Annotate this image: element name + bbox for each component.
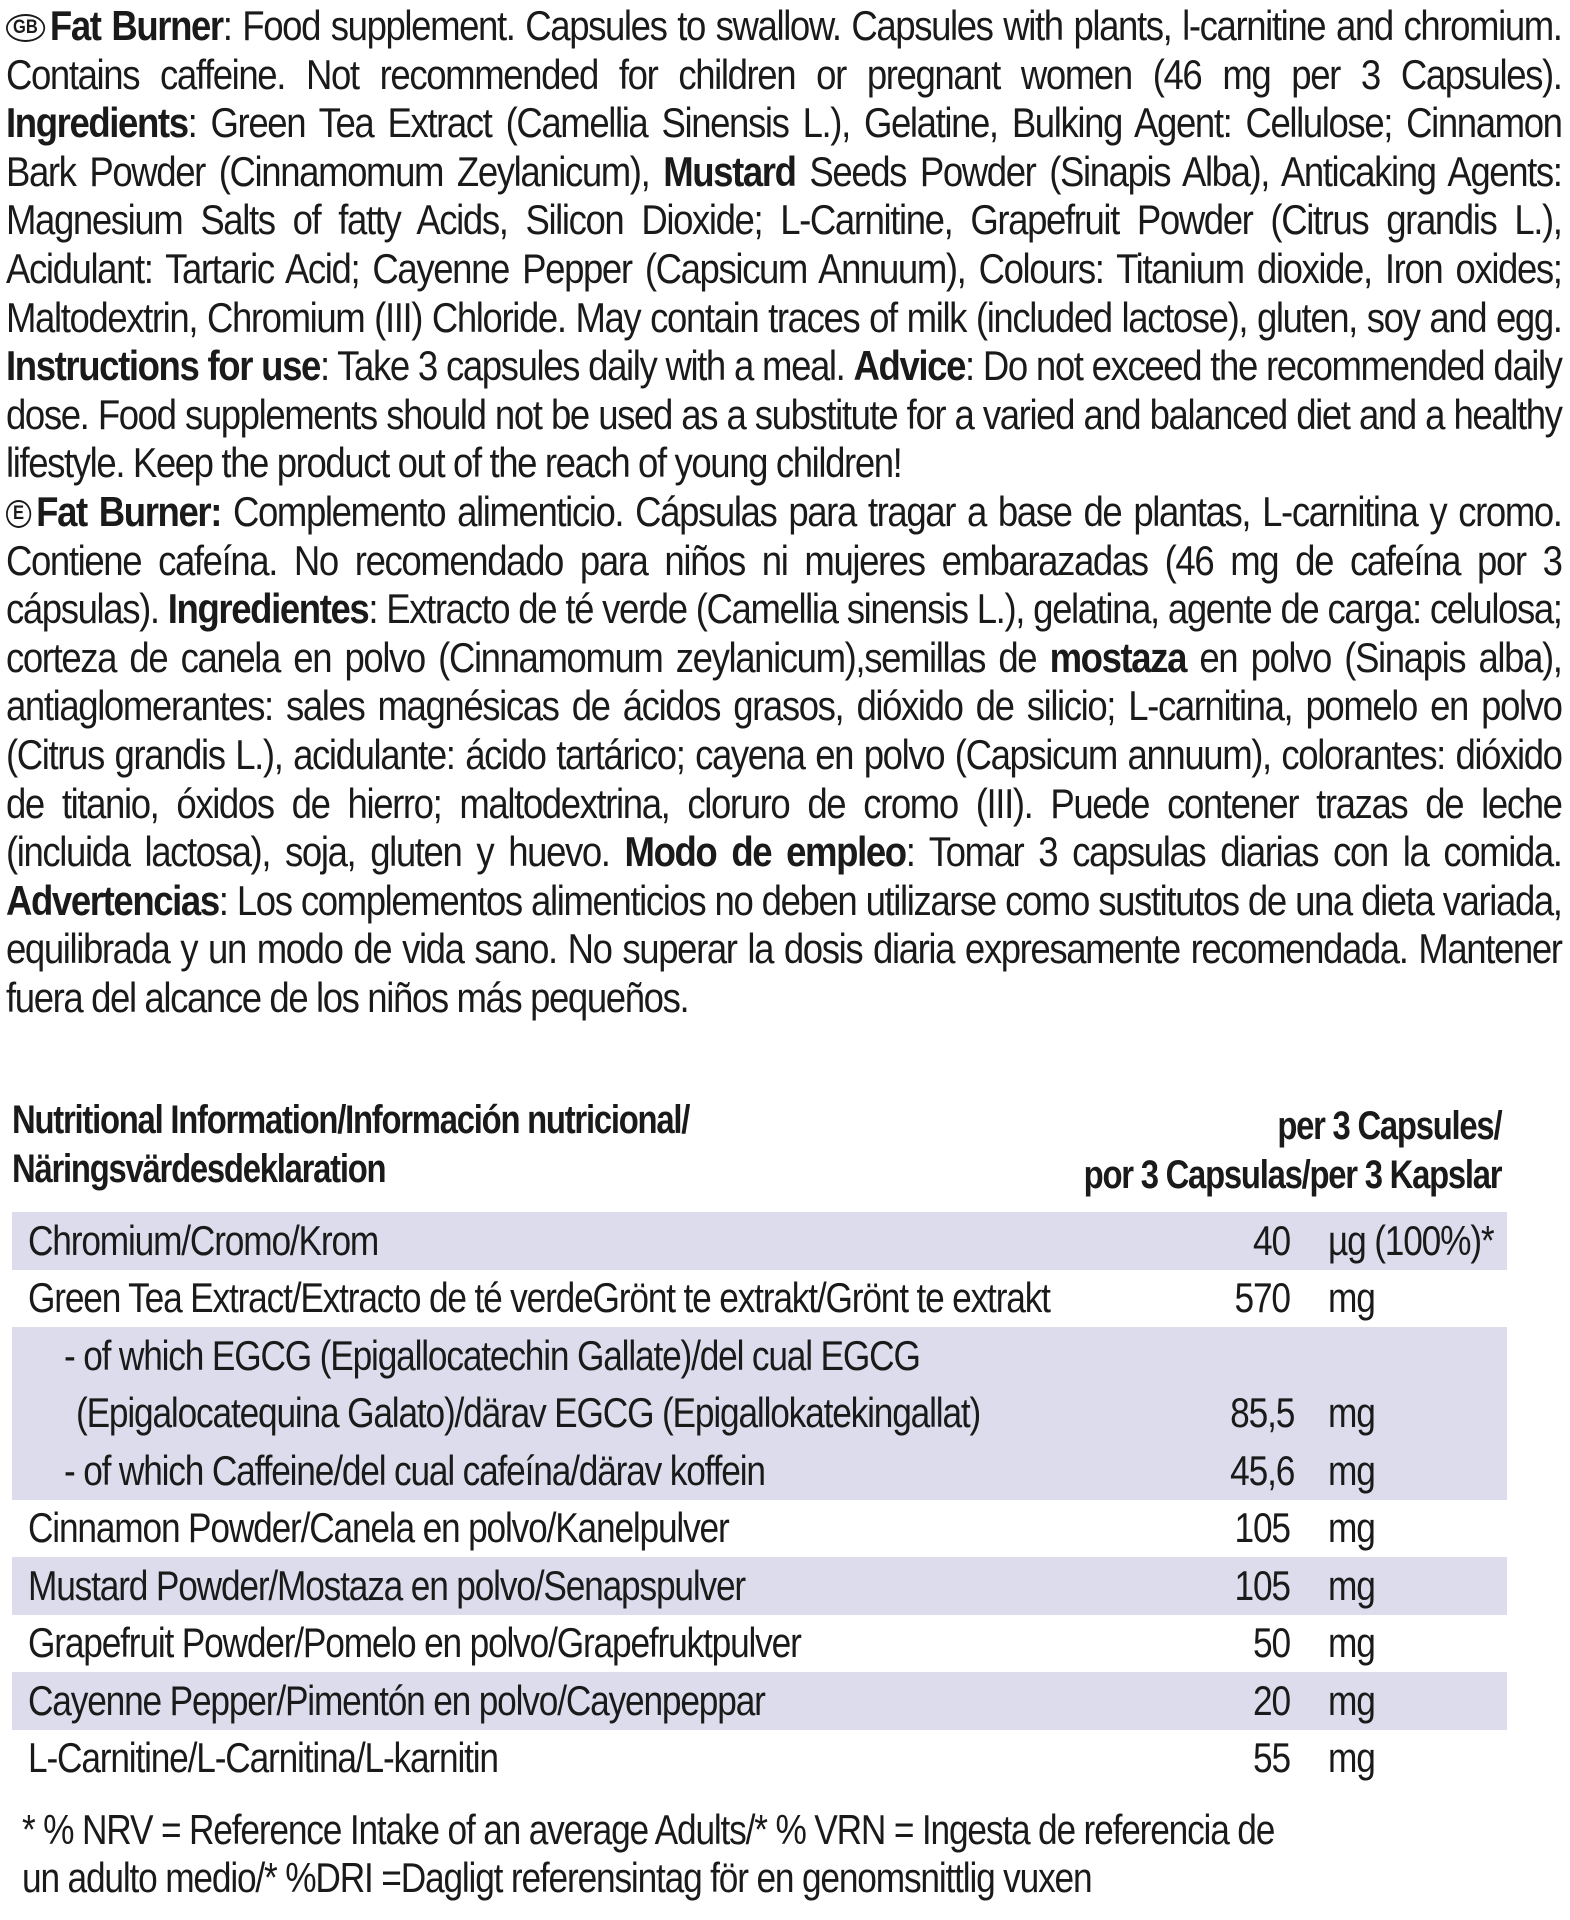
table-row	[12, 1557, 1507, 1615]
table-row	[12, 1385, 1507, 1443]
nutrient-value: 105	[1234, 1504, 1290, 1552]
serving-size	[1083, 1102, 1501, 1200]
nutrient-value: 45,6	[1230, 1446, 1295, 1494]
nutrition-header	[12, 1094, 1507, 1212]
footnote-line1: * % NRV = Reference Intake of an average Adults/* % VRN = Ingesta de referencia de	[22, 1806, 1275, 1853]
table-row	[12, 1730, 1507, 1788]
nutrient-unit: mg	[1328, 1504, 1375, 1552]
nutrition-panel	[12, 1094, 1507, 1787]
table-row	[12, 1500, 1507, 1558]
nutrition-title-line1: Nutritional Information/Información nutricional/	[12, 1098, 690, 1142]
gb-instructions: : Take 3 capsules daily with a meal.	[319, 342, 854, 390]
table-row	[12, 1615, 1507, 1673]
label-text-block	[6, 2, 1562, 1022]
nutrient-name: Green Tea Extract/Extracto de té verdeGrönt te extrakt/Grönt te extrakt	[28, 1274, 1050, 1322]
nutrient-value: 85,5	[1230, 1389, 1295, 1437]
nutrient-unit: mg	[1328, 1734, 1375, 1782]
serving-size-line2: por 3 Capsulas/per 3 Kapslar	[1083, 1153, 1501, 1197]
table-row	[12, 1442, 1507, 1500]
nutrient-value: 55	[1253, 1734, 1290, 1782]
es-advice-label: Advertencias	[6, 876, 219, 924]
spanish-section	[6, 488, 1562, 1023]
table-row	[12, 1672, 1507, 1730]
nutrient-name: - of which EGCG (Epigallocatechin Gallate)/del cual EGCG	[64, 1331, 920, 1379]
nutrient-unit: mg	[1328, 1561, 1375, 1609]
gb-product-title: Fat Burner	[49, 2, 223, 49]
nutrient-name: Cinnamon Powder/Canela en polvo/Kanelpulver	[28, 1504, 729, 1552]
gb-advice-label: Advice	[853, 342, 966, 390]
es-ingredients-label: Ingredientes	[167, 585, 369, 633]
es-instructions: : Tomar 3 capsulas diarias con la comida.	[905, 828, 1562, 876]
english-section	[6, 2, 1562, 488]
gb-ingredients-a: : Green Tea Extract (Camellia Sinensis L.), Gelatine, Bulking Agent: Cellulose; Cinnamon Bark Powder (Cinnamomum Zeylanicum),	[6, 99, 1562, 195]
nutrient-value: 50	[1253, 1619, 1290, 1667]
nutrient-unit: mg	[1328, 1446, 1375, 1494]
table-row	[12, 1327, 1507, 1385]
es-allergen-mustard: mostaza	[1049, 633, 1187, 681]
nutrition-title-line2: Näringsvärdesdeklaration	[12, 1147, 386, 1191]
nutrition-table	[12, 1212, 1507, 1787]
es-intro: Complemento alimenticio. Cápsulas para tragar a base de plantas, L-carnitina y cromo. Contiene cafeína. No recomendado para niños ni mujeres embarazadas (46 mg de cafeína por 3 cápsulas).	[6, 487, 1562, 633]
nutrient-unit: mg	[1328, 1619, 1375, 1667]
gb-ingredients-b: Seeds Powder (Sinapis Alba), Anticaking Agents: Magnesium Salts of fatty Acids, Silicon Dioxide; L-Carnitine, Grapefruit Powder (Citrus grandis L.), Acidulant: Tartaric Acid; Cayenne Pepper (Capsicum Annuum), Colours: Titanium dioxide, Iron oxides; Maltodextrin, Chromium (III) Chloride. May contain traces of milk (included lactose), gluten, soy and egg.	[6, 147, 1562, 341]
es-ingredients-a: : Extracto de té verde (Camellia sinensis L.), gelatina, agente de carga: celulosa; corteza de canela en polvo (Cinnamomum zeylanicum),semillas de	[6, 585, 1562, 681]
nutrient-name: Chromium/Cromo/Krom	[28, 1216, 379, 1264]
gb-language-badge: GB	[6, 14, 45, 42]
nutrient-value: 105	[1234, 1561, 1290, 1609]
es-ingredients-b: en polvo (Sinapis alba), antiaglomerantes: sales magnésicas de ácidos grasos, dióxido de silicio; L-carnitina, pomelo en polvo (Citrus grandis L.), acidulante: ácido tartárico; cayena en polvo (Capsicum annuum), colorantes: dióxido de titanio, óxidos de hierro; maltodextrina, cloruro de cromo (III). Puede contener trazas de leche (incluida lactosa), soja, gluten y huevo.	[6, 633, 1562, 876]
nutrient-name: (Epigalocatequina Galato)/därav EGCG (Epigallokatekingallat)	[76, 1389, 981, 1437]
nutrient-unit: mg	[1328, 1389, 1375, 1437]
nrv-footnote	[22, 1806, 1274, 1902]
nutrient-name: - of which Caffeine/del cual cafeína/därav koffein	[64, 1446, 765, 1494]
gb-ingredients-label: Ingredients	[6, 99, 188, 147]
nutrient-unit: mg	[1328, 1274, 1375, 1322]
nutrient-value: 40	[1253, 1216, 1290, 1264]
es-instructions-label: Modo de empleo	[624, 828, 906, 876]
nutrient-value: 570	[1234, 1274, 1290, 1322]
es-product-title: Fat Burner:	[36, 487, 222, 535]
gb-instructions-label: Instructions for use	[6, 342, 320, 390]
table-row	[12, 1270, 1507, 1328]
nutrient-unit: mg	[1328, 1676, 1375, 1724]
nutrient-name: Cayenne Pepper/Pimentón en polvo/Cayenpeppar	[28, 1676, 765, 1724]
nutrient-name: Grapefruit Powder/Pomelo en polvo/Grapefruktpulver	[28, 1619, 801, 1667]
es-advice: : Los complementos alimenticios no deben utilizarse como sustitutos de una dieta variada, equilibrada y un modo de vida sano. No superar la dosis diaria expresamente recomendada. Mantener fuera del alcance de los niños más pequeños.	[6, 876, 1562, 1021]
gb-allergen-mustard: Mustard	[663, 147, 796, 195]
footnote-line2: un adulto medio/* %DRI =Dagligt referensintag för en genomsnittlig vuxen	[22, 1854, 1092, 1901]
nutrient-unit: µg (100%)*	[1328, 1216, 1494, 1264]
es-language-badge: E	[6, 500, 31, 528]
serving-size-line1: per 3 Capsules/	[1276, 1104, 1501, 1148]
nutrient-value: 20	[1253, 1676, 1290, 1724]
table-row	[12, 1212, 1507, 1270]
nutrition-title	[12, 1096, 689, 1194]
gb-intro: : Food supplement. Capsules to swallow. Capsules with plants, l-carnitine and chromium. Contains caffeine. Not recommended for children or pregnant women (46 mg per 3 Capsules).	[6, 2, 1562, 98]
gb-advice: : Do not exceed the recommended daily dose. Food supplements should not be used as a substitute for a varied and balanced diet and a healthy lifestyle. Keep the product out of the reach of young children!	[6, 342, 1562, 487]
nutrient-name: Mustard Powder/Mostaza en polvo/Senapspulver	[28, 1561, 745, 1609]
nutrient-name: L-Carnitine/L-Carnitina/L-karnitin	[28, 1734, 498, 1782]
